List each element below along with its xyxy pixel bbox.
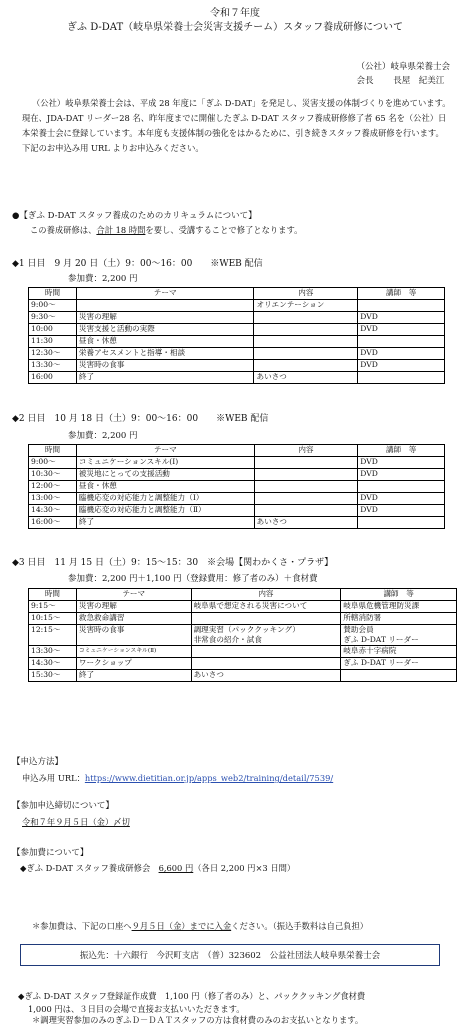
table-row — [29, 348, 445, 360]
curriculum-heading: ●【ぎふ D-DAT スタッフ養成のためのカリキュラムについて】 — [12, 211, 257, 221]
cell-content — [254, 348, 358, 360]
cell-content — [254, 312, 358, 324]
cell-theme: 昼食・休憩 — [76, 336, 254, 348]
registration-fee-line2: 1,000 円は、３日目の会場で直接お支払いいただきます。 — [28, 1004, 245, 1014]
cell-time: 13:30～ — [29, 646, 77, 658]
doc-year: 令和７年度 — [210, 8, 260, 19]
doc-title: ぎふ D-DAT（岐阜県栄養士会災害支援チーム）スタッフ養成研修について — [67, 22, 403, 33]
cell-lecturer — [358, 372, 445, 384]
president-role: 会長 — [356, 76, 374, 86]
cell-lecturer: ぎふ D-DAT リーダー — [341, 658, 457, 670]
table-row — [29, 360, 445, 372]
cell-time: 15:30～ — [29, 670, 77, 682]
cell-theme: 救急救命講習 — [76, 613, 191, 625]
day1-schedule-table — [28, 287, 445, 384]
day2-fee: 参加費：2,200 円 — [68, 431, 138, 441]
cell-content — [254, 493, 358, 505]
table-header-row — [29, 288, 445, 300]
cell-theme: コミュニケーションスキル(Ⅰ) — [76, 457, 254, 469]
header-theme: テーマ — [76, 288, 254, 300]
cell-time: 9:00～ — [29, 300, 77, 312]
day2-title: ◆2 日目 10 月 18 日（土）9：00～16：00 ※WEB 配信 — [12, 414, 269, 424]
cell-content: あいさつ — [254, 372, 358, 384]
cell-content — [191, 613, 341, 625]
cell-time: 16:00～ — [29, 517, 77, 529]
cell-time: 10:30～ — [29, 469, 77, 481]
bank-info-box — [20, 944, 440, 966]
cell-theme: ワークショップ — [76, 658, 191, 670]
cell-lecturer: DVD — [358, 469, 445, 481]
cell-lecturer — [341, 670, 457, 682]
table-row — [29, 372, 445, 384]
cell-theme: 臨機応変の対応能力と調整能力（Ⅱ） — [76, 505, 254, 517]
cell-content — [254, 360, 358, 372]
cell-lecturer: DVD — [358, 360, 445, 372]
org-name: （公社）岐阜県栄養士会 — [356, 62, 450, 72]
table-row — [29, 324, 445, 336]
cell-lecturer: DVD — [358, 324, 445, 336]
cell-content: 岐阜県で想定される災害について — [191, 601, 341, 613]
cell-content — [254, 336, 358, 348]
deadline-date: 令和７年９月５日（金）〆切 — [22, 817, 130, 827]
cell-time: 16:00 — [29, 372, 77, 384]
header-theme: テーマ — [76, 589, 191, 601]
cell-theme: 災害時の食事 — [76, 625, 191, 646]
cell-time: 9:00～ — [29, 457, 77, 469]
header-time: 時間 — [29, 445, 77, 457]
table-header-row — [29, 445, 445, 457]
table-row — [29, 658, 457, 670]
cell-theme — [76, 300, 254, 312]
cell-theme: 昼食・休憩 — [76, 481, 254, 493]
deadline-heading: 【参加申込締切について】 — [12, 801, 114, 811]
table-row — [29, 300, 445, 312]
header-time: 時間 — [29, 589, 77, 601]
cell-content — [254, 469, 358, 481]
header-lecturer: 講師 等 — [358, 288, 445, 300]
cell-time: 14:30～ — [29, 658, 77, 670]
cell-time: 10:15～ — [29, 613, 77, 625]
cell-content: あいさつ — [191, 670, 341, 682]
cell-time: 9:15～ — [29, 601, 77, 613]
president-line — [356, 74, 450, 88]
apply-url-link[interactable]: https://www.dietitian.or.jp/apps_web2/training/detail/7539/ — [84, 773, 334, 783]
intro-paragraph: （公社）岐阜県栄養士会は、平成 28 年度に「ぎふ D-DAT」を発足し、災害支援の体制づくりを進めています。現在、JDA-DAT リーダー28 名、昨年度までに開催したぎふ D-DAT スタッフ養成研修修了者 65 名を（公社）日本栄養士会に登録しています。本年度も支援体制の強化をはかるために、引き続きスタッフ養成研修を行います。 下記のお申込み用 URL よりお申込みください。 — [22, 98, 451, 153]
bank-info: 振込先：十六銀行 今沢町支店 （普）323602 公益社団法人岐阜県栄養士会 — [79, 951, 381, 961]
cell-time: 13:00～ — [29, 493, 77, 505]
day1-fee: 参加費：2,200 円 — [68, 274, 138, 284]
cell-lecturer — [358, 517, 445, 529]
organization-block — [356, 60, 450, 88]
day3-fee: 参加費：2,200 円＋1,100 円（登録費用：修了者のみ）＋食材費 — [68, 574, 318, 584]
table-row — [29, 646, 457, 658]
cell-theme: 栄養アセスメントと指導・相談 — [76, 348, 254, 360]
cell-lecturer: DVD — [358, 348, 445, 360]
payment-note: ＊参加費は、下記の口座へ９月５日（金）までに入金ください。（振込手数料は自己負担） — [32, 921, 369, 931]
day1-title: ◆1 日目 9 月 20 日（土）9：00～16：00 ※WEB 配信 — [12, 259, 263, 269]
table-row — [29, 457, 445, 469]
table-row — [29, 336, 445, 348]
cell-time: 10:00 — [29, 324, 77, 336]
cell-lecturer — [358, 300, 445, 312]
cell-content: オリエンテーション — [254, 300, 358, 312]
cell-lecturer: DVD — [358, 505, 445, 517]
cell-lecturer: 岐阜県危機管理防災課 — [341, 601, 457, 613]
cell-time: 12:15～ — [29, 625, 77, 646]
cell-theme: コミュニケーションスキル(Ⅱ) — [76, 646, 191, 658]
cell-lecturer: 賛助会員 ぎふ D-DAT リーダー — [341, 625, 457, 646]
apply-url-line — [22, 772, 333, 784]
fees-heading: 【参加費について】 — [12, 848, 89, 858]
cell-content — [254, 324, 358, 336]
header-time: 時間 — [29, 288, 77, 300]
cell-theme: 終了 — [76, 517, 254, 529]
cell-time: 9:30～ — [29, 312, 77, 324]
cell-theme: 災害の理解 — [76, 601, 191, 613]
cell-lecturer: DVD — [358, 493, 445, 505]
fees-line: ◆ぎふ D-DAT スタッフ養成研修会 6,600 円（各日 2,200 円×3 日間） — [20, 863, 296, 873]
cell-content — [254, 505, 358, 517]
table-row — [29, 625, 457, 646]
table-row — [29, 613, 457, 625]
table-header-row — [29, 589, 457, 601]
cell-theme: 被災地にとっての支援活動 — [76, 469, 254, 481]
cell-lecturer — [358, 336, 445, 348]
cell-theme: 終了 — [76, 372, 254, 384]
apply-heading: 【申込方法】 — [12, 757, 64, 767]
cell-time: 12:00～ — [29, 481, 77, 493]
registration-fee-line1: ◆ぎふ D-DAT スタッフ登録証作成費 1,100 円（修了者のみ）と、パッククッキング食材費 — [18, 991, 366, 1001]
cell-time: 13:30～ — [29, 360, 77, 372]
registration-fee-line3: ＊調理実習参加のみのぎふＤ－ＤＡＴスタッフの方は食材費のみのお支払いとなります。 — [32, 1015, 364, 1025]
cell-lecturer: DVD — [358, 457, 445, 469]
cell-time: 12:30～ — [29, 348, 77, 360]
cell-lecturer: DVD — [358, 312, 445, 324]
table-row — [29, 601, 457, 613]
cell-content — [254, 457, 358, 469]
table-row — [29, 517, 445, 529]
cell-lecturer: 岐阜赤十字病院 — [341, 646, 457, 658]
day2-schedule-table — [28, 444, 445, 529]
table-row — [29, 505, 445, 517]
table-row — [29, 469, 445, 481]
table-row — [29, 312, 445, 324]
day3-title: ◆3 日目 11 月 15 日（土）9：15～15：30 ※会場【関わかくさ・プラザ】 — [12, 558, 334, 568]
apply-url-label: 申込み用 URL： — [22, 773, 85, 783]
header-lecturer: 講師 等 — [358, 445, 445, 457]
cell-content: あいさつ — [254, 517, 358, 529]
cell-content — [191, 658, 341, 670]
cell-theme: 災害の理解 — [76, 312, 254, 324]
curriculum-desc: この養成研修は、合計 18 時間を要し、受講することで修了となります。 — [30, 225, 303, 235]
cell-lecturer: 所轄消防署 — [341, 613, 457, 625]
table-row — [29, 670, 457, 682]
cell-theme: 災害時の食事 — [76, 360, 254, 372]
cell-theme: 終了 — [76, 670, 191, 682]
cell-content — [191, 646, 341, 658]
header-content: 内容 — [191, 589, 341, 601]
cell-lecturer — [358, 481, 445, 493]
cell-theme: 災害支援と活動の実際 — [76, 324, 254, 336]
header-lecturer: 講師 等 — [341, 589, 457, 601]
president-name: 長屋 紀美江 — [393, 76, 445, 86]
cell-time: 14:30～ — [29, 505, 77, 517]
cell-content: 調理実習（パッククッキング） 非常食の紹介・試食 — [191, 625, 341, 646]
table-row — [29, 481, 445, 493]
cell-time: 11:30 — [29, 336, 77, 348]
header-content: 内容 — [254, 445, 358, 457]
cell-theme: 臨機応変の対応能力と調整能力（Ⅰ） — [76, 493, 254, 505]
cell-content — [254, 481, 358, 493]
header-content: 内容 — [254, 288, 358, 300]
header-theme: テーマ — [76, 445, 254, 457]
table-row — [29, 493, 445, 505]
day3-schedule-table — [28, 588, 457, 682]
